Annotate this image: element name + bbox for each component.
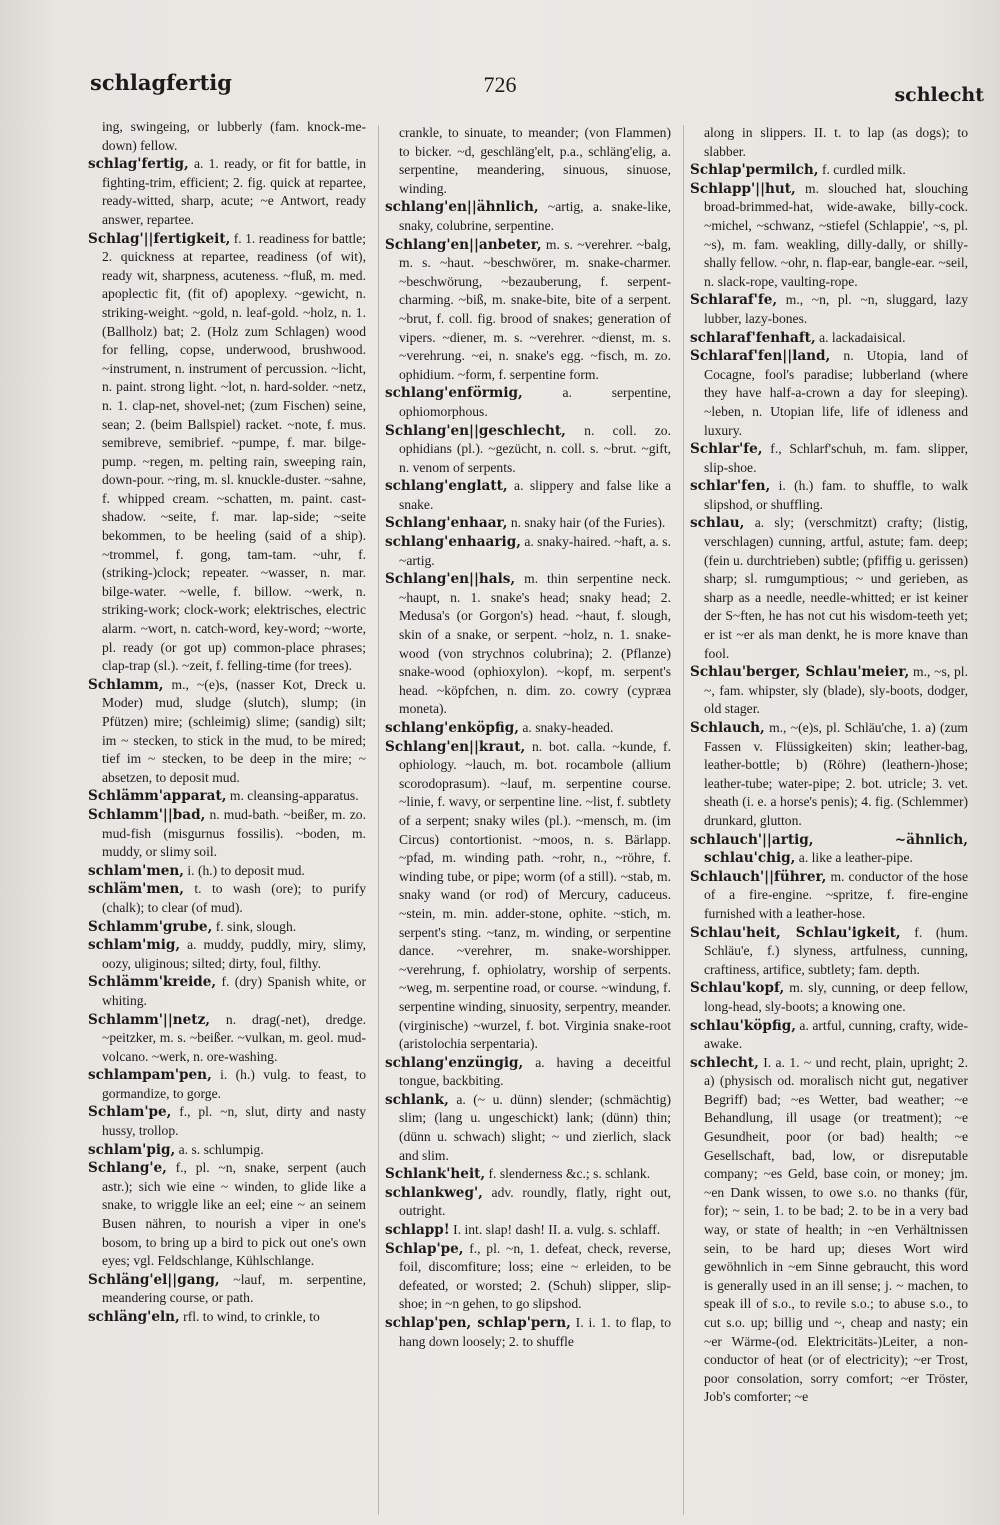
entry-headword: Schlamm'||netz,	[88, 1011, 211, 1028]
dictionary-entry	[385, 384, 671, 421]
entry-definition: n. drag(-net), dredge. ~peitzker, m. s. ~beißer. ~vulkan, m. geol. mud-volcano. ~werk, n. ore-washing.	[102, 1011, 366, 1064]
entry-headword: schlam'mig,	[88, 937, 181, 954]
entry-definition: f. slenderness &c.; s. schlank.	[485, 1166, 651, 1182]
dictionary-entry	[385, 719, 671, 738]
left-guide-word: schlagfertig	[90, 70, 232, 95]
entry-headword: schlang'enhaarig,	[385, 534, 521, 551]
entry-headword: schlam'men,	[88, 862, 184, 879]
dictionary-entry	[385, 514, 671, 533]
entry-headword: schlam'pig,	[88, 1141, 176, 1158]
entry-headword: Schlamm'grube,	[88, 918, 213, 935]
entry-definition: a. s. schlumpig.	[175, 1141, 264, 1157]
dictionary-entry	[690, 831, 968, 868]
entry-headword: Schlau'berger, Schlau'meier,	[690, 664, 910, 681]
entry-definition: a. sly; (verschmitzt) crafty; (listig, verschlagen) cunning, artful, astute; fam. deep; (fein u. durchtrieben) subtle; (pfiffig u. gerissen) sharp; sl. rumgumptious; ~ und gerieben, as sharp as a needle, needle-whitted; er ist keiner der S~ften, he has not cut his wisdom-teeth yet; er ist ~er als man denkt, he is more knave than fool.	[704, 515, 968, 661]
entry-definition: n. coll. zo. ophidians (pl.). ~gezücht, n. coll. s. ~brut. ~gift, n. venom of serpents.	[399, 422, 671, 475]
dictionary-entry	[385, 1221, 671, 1240]
dictionary-entry	[690, 329, 968, 348]
entry-definition: I. int. slap! dash! II. a. vulg. s. schlaff.	[449, 1222, 661, 1238]
dictionary-entry	[385, 477, 671, 514]
column-divider	[378, 125, 379, 1515]
entry-definition: f. (dry) Spanish white, or whiting.	[102, 974, 366, 1008]
entry-headword: schlecht,	[690, 1054, 759, 1071]
dictionary-entry	[690, 124, 968, 161]
entry-headword: Schlämm'apparat,	[88, 788, 227, 805]
entry-headword: schlang'enköpfig,	[385, 720, 519, 736]
dictionary-entry	[690, 1017, 968, 1054]
entry-headword: schlag'fertig,	[88, 156, 189, 173]
entry-definition: m. sly, cunning, or deep fellow, long-head, sly-boots; a knowing one.	[704, 980, 968, 1014]
entry-headword: schlang'englatt,	[385, 478, 508, 495]
entry-definition: m. s. ~verehrer. ~balg, m. s. ~haut. ~beschwörer, m. snake-charmer. ~beschwörung, ~bezauberung, f. serpent-charming. ~biß, m. snake-bite, bite of a serpent. ~brut, f. coll. fig. brood of snakes; generation of vipers. ~diener, m. s. ~verehrer. ~dienst, m. s. ~verehrung. ~ei, n. snake's egg. ~fisch, m. zo. ophidium. ~form, f. serpentine form.	[399, 236, 671, 382]
dictionary-entry	[690, 924, 968, 980]
dictionary-entry	[385, 198, 671, 235]
entry-headword: schlang'enförmig,	[385, 385, 523, 402]
dictionary-entry	[385, 738, 671, 1054]
dictionary-entry	[385, 124, 671, 198]
entry-headword: schlank,	[385, 1091, 449, 1108]
dictionary-entry	[385, 570, 671, 719]
entry-headword: schlankweg',	[385, 1184, 483, 1201]
dictionary-entry	[690, 347, 968, 440]
entry-headword: Schlämm'kreide,	[88, 974, 217, 991]
entry-definition: f., Schlarf'schuh, m. fam. slipper, slip-shoe.	[704, 441, 968, 475]
entry-definition: n. mud-bath. ~beißer, m. zo. mud-fish (misgurnus fossilis). ~boden, m. muddy, or slimy soil.	[102, 806, 366, 860]
entry-definition: i. (h.) fam. to shuffle, to walk slipshod, or shuffling.	[704, 478, 968, 512]
entry-definition: crankle, to sinuate, to meander; (von Flammen) to bicker. ~d, geschläng'elt, p.a., schläng'elig, a. serpentine, meandering, sinuous, sinuose, winding.	[399, 125, 671, 196]
entry-definition: ing, swingeing, or lubberly (fam. knock-me-down) fellow.	[102, 119, 366, 153]
entry-headword: Schlau'kopf,	[690, 980, 785, 997]
entry-definition: m., ~(e)s, (nasser Kot, Dreck u. Moder) mud, sludge (slutch), slump; (in Pfützen) mire; (schleimig) slime; (sandig) silt; im ~ stecken, to stick in the mud, to be mired; tief im ~ stecken, to be deep in the mire; ~ absetzen, to deposit mud.	[102, 676, 366, 785]
entry-headword: schläm'men,	[88, 881, 184, 898]
entry-definition: a. like a leather-pipe.	[795, 850, 913, 866]
entry-headword: Schlang'en||geschlecht,	[385, 422, 566, 439]
entry-headword: Schlau'heit, Schlau'igkeit,	[690, 924, 901, 941]
entry-definition: a. snaky-haired. ~haft, a. s. ~artig.	[399, 534, 671, 568]
entry-headword: Schlank'heit,	[385, 1166, 486, 1183]
entry-headword: schlap'pen, schlap'pern,	[385, 1315, 571, 1331]
dictionary-entry	[690, 180, 968, 292]
entry-definition: m. thin serpentine neck. ~haupt, n. 1. snake's head; snaky head; 2. Medusa's (or Gorgon's) head. ~haut, f. slough, skin of a snake, or serpent. ~holz, n. 1. snake-wood (von strychnos colubrina); 2. (Pflanze) snake-wood (ophioxylon). ~kopf, m. serpent's head. ~köpfchen, n. dim. zo. cowry (cypræa moneta).	[399, 571, 671, 717]
dictionary-entry	[690, 663, 968, 719]
entry-definition: f. (hum. Schläu'e, f.) slyness, artfulness, cunning, craftiness, artifice, subtlety; fam. depth.	[704, 924, 968, 977]
dictionary-entry	[385, 1054, 671, 1091]
entry-definition: I. i. 1. to flap, to hang down loosely; 2. to shuffle	[399, 1315, 671, 1349]
dictionary-entry	[88, 862, 366, 881]
dictionary-entry	[385, 1314, 671, 1351]
dictionary-entry	[690, 440, 968, 477]
dictionary-entry	[690, 514, 968, 663]
dictionary-entry	[385, 1240, 671, 1314]
dictionary-entry	[385, 422, 671, 478]
entry-definition: m., ~(e)s, pl. Schläu'che, 1. a) (zum Fassen v. Flüssigkeiten) skin; leather-bag, leather-bottle; b) (Röhre) (leathern-)hose; leather-tube; water-pipe; 2. bot. utricle; 3. vet. sheath (i. e. a horse's penis); 4. fig. (Schlemmer) drunkard, glutton.	[704, 720, 968, 828]
dictionary-entry	[690, 477, 968, 514]
entry-definition: f., pl. ~n, 1. defeat, check, reverse, foil, discomfiture; loss; eine ~ erleiden, to be defeated, or worsted; 2. (Schuh) slipper, slip-shoe; in ~n gehen, to go slipshod.	[399, 1240, 671, 1312]
entry-headword: Schlauch'||führer,	[690, 868, 827, 885]
entry-definition: a. snaky-headed.	[518, 720, 614, 735]
dictionary-entry	[88, 787, 366, 806]
dictionary-entry	[88, 676, 366, 788]
column-divider	[683, 125, 684, 1515]
entry-headword: Schlap'pe,	[385, 1240, 464, 1257]
dictionary-entry	[385, 1165, 671, 1184]
entry-definition: a. having a deceitful tongue, backbiting.	[399, 1054, 671, 1089]
entry-definition: f., pl. ~n, slut, dirty and nasty hussy, trollop.	[102, 1104, 366, 1139]
entry-definition: ~lauf, m. serpentine, meandering course, or path.	[102, 1271, 366, 1306]
column-3	[690, 124, 968, 1524]
entry-definition: a. 1. ready, or fit for battle, in fighting-trim, efficient; 2. fig. quick at repartee, ready-witted, sharp, acute; ~e Antwort, ready answer, repartee.	[102, 156, 366, 227]
entry-headword: schlang'en||ähnlich,	[385, 199, 539, 216]
entry-definition: n. snaky hair (of the Furies).	[507, 515, 666, 531]
column-1	[88, 118, 366, 1518]
entry-headword: Schlap'permilch,	[690, 162, 819, 179]
entry-definition: i. (h.) vulg. to feast, to gormandize, to gorge.	[102, 1067, 366, 1101]
entry-definition: a. muddy, puddly, miry, slimy, oozy, uliginous; silted; dirty, foul, filthy.	[102, 937, 366, 971]
dictionary-entry	[385, 533, 671, 570]
dictionary-entry	[690, 868, 968, 924]
entry-headword: Schlang'en||hals,	[385, 571, 516, 588]
dictionary-entry	[690, 979, 968, 1016]
entry-headword: Schlar'fe,	[690, 441, 763, 458]
dictionary-entry	[88, 1011, 366, 1067]
entry-headword: Schlaraf'fe,	[690, 292, 778, 309]
dictionary-entry	[88, 806, 366, 862]
entry-headword: Schlamm,	[88, 676, 164, 693]
page-number: 726	[483, 72, 517, 97]
entry-headword: Schlam'pe,	[88, 1104, 172, 1121]
entry-definition: I. a. 1. ~ und recht, plain, upright; 2. a) (physisch od. moralisch nicht gut, negativer Begriff) bad; ~es Wetter, bad weather; ~e Behandlung, ill usage (or treatment); ~e Gesundheit, poor (or bad) health; ~e Gesellschaft, bad, low, or disreputable company; ~es Geld, base coin, or money; jm. ~en Dank wissen, to owe s.o. no thanks (für, for); ~ sein, 1. to be bad; 2. to be in a very bad way, or state of health; in ~en Verhältnissen sein, to be hard up; dieses Wort wird gewöhnlich in ~em Sinne gebraucht, this word is generally used in an ill sense; j. ~ machen, to speak ill of s.o., to revile s.o.; to abuse s.o., to cut s.o. up; billig und ~, cheap and nasty; ein ~er Wärme-(od. Elektricitäts-)Leiter, a non-conductor of heat (or of electricity); ~er Trost, poor consolation, sorry comfort; ~er Tröster, Job's comforter; ~e	[704, 1054, 968, 1405]
entry-definition: ~artig, a. snake-like, snaky, colubrine, serpentine.	[399, 199, 671, 233]
entry-headword: Schlang'enhaar,	[385, 515, 508, 532]
dictionary-entry	[385, 1091, 671, 1165]
entry-headword: Schläng'el||gang,	[88, 1271, 220, 1288]
entry-definition: along in slippers. II. t. to lap (as dogs); to slabber.	[704, 125, 968, 159]
entry-definition: m., ~n, pl. ~n, sluggard, lazy lubber, lazy-bones.	[704, 292, 968, 326]
entry-headword: Schlapp'||hut,	[690, 180, 796, 197]
entry-headword: Schlag'||fertigkeit,	[88, 230, 231, 247]
entry-definition: f., pl. ~n, snake, serpent (auch astr.); sich wie eine ~ winden, to glide like a snake, to wriggle like an eel; eine ~ an seinem Busen nähren, to nourish a viper in one's bosom, to bring up a bird to pick out one's own eyes; vgl. Feldschlange, Kühlschlange.	[102, 1160, 366, 1269]
entry-headword: schlang'enzüngig,	[385, 1054, 524, 1071]
entry-definition: f. curdled milk.	[818, 162, 906, 178]
dictionary-entry	[385, 1184, 671, 1221]
entry-definition: n. bot. calla. ~kunde, f. ophiology. ~lauch, m. bot. rocambole (allium scorodoprasum). ~lauf, m. serpentine course. ~linie, f. wavy, or serpentine line. ~list, f. subtlety of a serpent; snaky wiles (pl.). ~mensch, m. (im Circus) contortionist. ~moos, n. s. Bärlapp. ~pfad, m. winding path. ~rohr, n., ~röhre, f. winding tube, or pipe; worm (of a still). ~stab, m. snaky wand (or rod) of Mercury, caduceus. ~stein, m. min. adder-stone, ophite. ~stich, m. serpent's sting. ~tanz, m. winding, or serpentine dance. ~verehrer, m. snake-worshipper. ~verehrung, f. ophiolatry, worship of serpents. ~weg, m. serpentine road, or course. ~windung, f. serpentine winding, sinuosity, serpentry, meander. (virginische) ~wurzel, f. bot. Virginia snake-root (aristolochia serpentaria).	[399, 738, 671, 1052]
dictionary-entry	[690, 291, 968, 328]
entry-definition: a. artful, cunning, crafty, wide-awake.	[704, 1017, 968, 1052]
dictionary-entry	[385, 236, 671, 385]
entry-definition: a. serpentine, ophiomorphous.	[399, 385, 671, 419]
dictionary-entry	[88, 230, 366, 676]
dictionary-entry	[88, 918, 366, 937]
entry-headword: Schlamm'||bad,	[88, 806, 206, 823]
entry-headword: Schlang'e,	[88, 1160, 167, 1177]
dictionary-entry	[690, 161, 968, 180]
dictionary-entry	[88, 973, 366, 1010]
entry-headword: schläng'eln,	[88, 1309, 180, 1325]
dictionary-entry	[88, 1308, 366, 1327]
entry-headword: schlampam'pen,	[88, 1067, 212, 1084]
column-2	[385, 124, 671, 1524]
entry-headword: schlau,	[690, 515, 745, 532]
page-header	[0, 0, 1000, 110]
entry-headword: schlau'köpfig,	[690, 1017, 796, 1034]
right-guide-word: schlecht	[894, 84, 984, 106]
dictionary-entry	[88, 1103, 366, 1140]
dictionary-entry	[88, 880, 366, 917]
entry-definition: a. slippery and false like a snake.	[399, 478, 671, 512]
dictionary-entry	[88, 155, 366, 229]
dictionary-entry	[690, 719, 968, 831]
entry-headword: Schlang'en||anbeter,	[385, 236, 542, 253]
entry-definition: a. lackadaisical.	[815, 329, 906, 345]
entry-headword: schlaraf'fenhaft,	[690, 329, 816, 346]
dictionary-entry	[88, 1159, 366, 1271]
entry-definition: m. slouched hat, slouching broad-brimmed-hat, wide-awake, billy-cock. ~michel, ~schwanz, ~stiefel (Schlappie', ~s, pl. ~s), m. fam. weakling, dilly-dally, or shilly-shally fellow. ~ohr, n. flap-ear, bangle-ear. ~seil, n. slack-rope, vaulting-rope.	[704, 180, 968, 289]
entry-definition: f. sink, slough.	[212, 918, 297, 934]
entry-headword: schlapp!	[385, 1222, 450, 1239]
entry-headword: schlar'fen,	[690, 478, 771, 495]
dictionary-entry	[88, 1271, 366, 1308]
entry-definition: m. conductor of the hose of a fire-engine. ~spritze, f. fire-engine furnished with a leather-hose.	[704, 868, 968, 921]
entry-headword: schlauch'||artig, ~ähnlich, schlau'chig,	[690, 831, 968, 867]
dictionary-entry	[690, 1054, 968, 1407]
entry-headword: Schlaraf'fen||land,	[690, 348, 831, 365]
entry-definition: f. 1. readiness for battle; 2. quickness at repartee, readiness (of wit), ready wit, sharpness, acuteness. ~fluß, m. med. apoplectic fit, (fit of) apoplexy. ~gewicht, n. striking-weight. ~gold, n. leaf-gold. ~holz, n. 1. (Ballholz) bat; 2. (Holz zum Schlagen) wood for felling, copse, underwood, brushwood. ~instrument, n. instrument of percussion. ~licht, n. paint. strong light. ~lot, n. hard-solder. ~netz, n. 1. clap-net, shovel-net; (zum Fischen) seine, sean; 2. (beim Ballspiel) racket. ~note, f. mus. semibreve, semibrief. ~pumpe, f. mar. bilge-pump. ~regen, m. pelting rain, sweeping rain, down-pour. ~ring, m. sl. knuckle-duster. ~sahne, f. whipped cream. ~schatten, m. paint. cast-shadow. ~seite, f. mar. lap-side; ~seite bekommen, to be heeling (said of a ship). ~trommel, f. gong, tam-tam. ~uhr, f. (striking-)clock; repeater. ~wasser, n. mar. bilge-water. ~welle, f. billow. ~werk, n. striking-work; clock-work; elektrisches, electric alarm. ~wort, n. catch-word, key-word; ~worte, pl. ready (or got up) common-place phrases; clap-trap (sl.). ~zeit, f. felling-time (for trees).	[102, 230, 366, 674]
entry-definition: t. to wash (ore); to purify (chalk); to clear (of mud).	[102, 881, 366, 915]
entry-definition: i. (h.) to deposit mud.	[183, 862, 305, 878]
entry-definition: n. Utopia, land of Cocagne, fool's paradise; lubberland (where they have half-a-crown a day for sleeping). ~leben, n. Utopian life, life of idleness and luxury.	[704, 348, 968, 438]
dictionary-entry	[88, 1066, 366, 1103]
entry-definition: rfl. to wind, to crinkle, to	[179, 1309, 320, 1324]
dictionary-entry	[88, 118, 366, 155]
dictionary-entry	[88, 936, 366, 973]
entry-definition: m. cleansing-apparatus.	[226, 788, 359, 804]
dictionary-entry	[88, 1141, 366, 1160]
entry-headword: Schlang'en||kraut,	[385, 738, 526, 755]
entry-headword: Schlauch,	[690, 720, 765, 736]
entry-definition: a. (~ u. dünn) slender; (schmächtig) slim; (lang u. ungeschickt) lank; (dünn) thin; (dünn u. schwach) slight; ~ und zierlich, slack and slim.	[399, 1091, 671, 1163]
entry-definition: adv. roundly, flatly, right out, outright.	[399, 1184, 671, 1219]
entry-definition: m., ~s, pl. ~, fam. whipster, sly (blade), sly-boots, dodger, old stager.	[704, 664, 968, 717]
